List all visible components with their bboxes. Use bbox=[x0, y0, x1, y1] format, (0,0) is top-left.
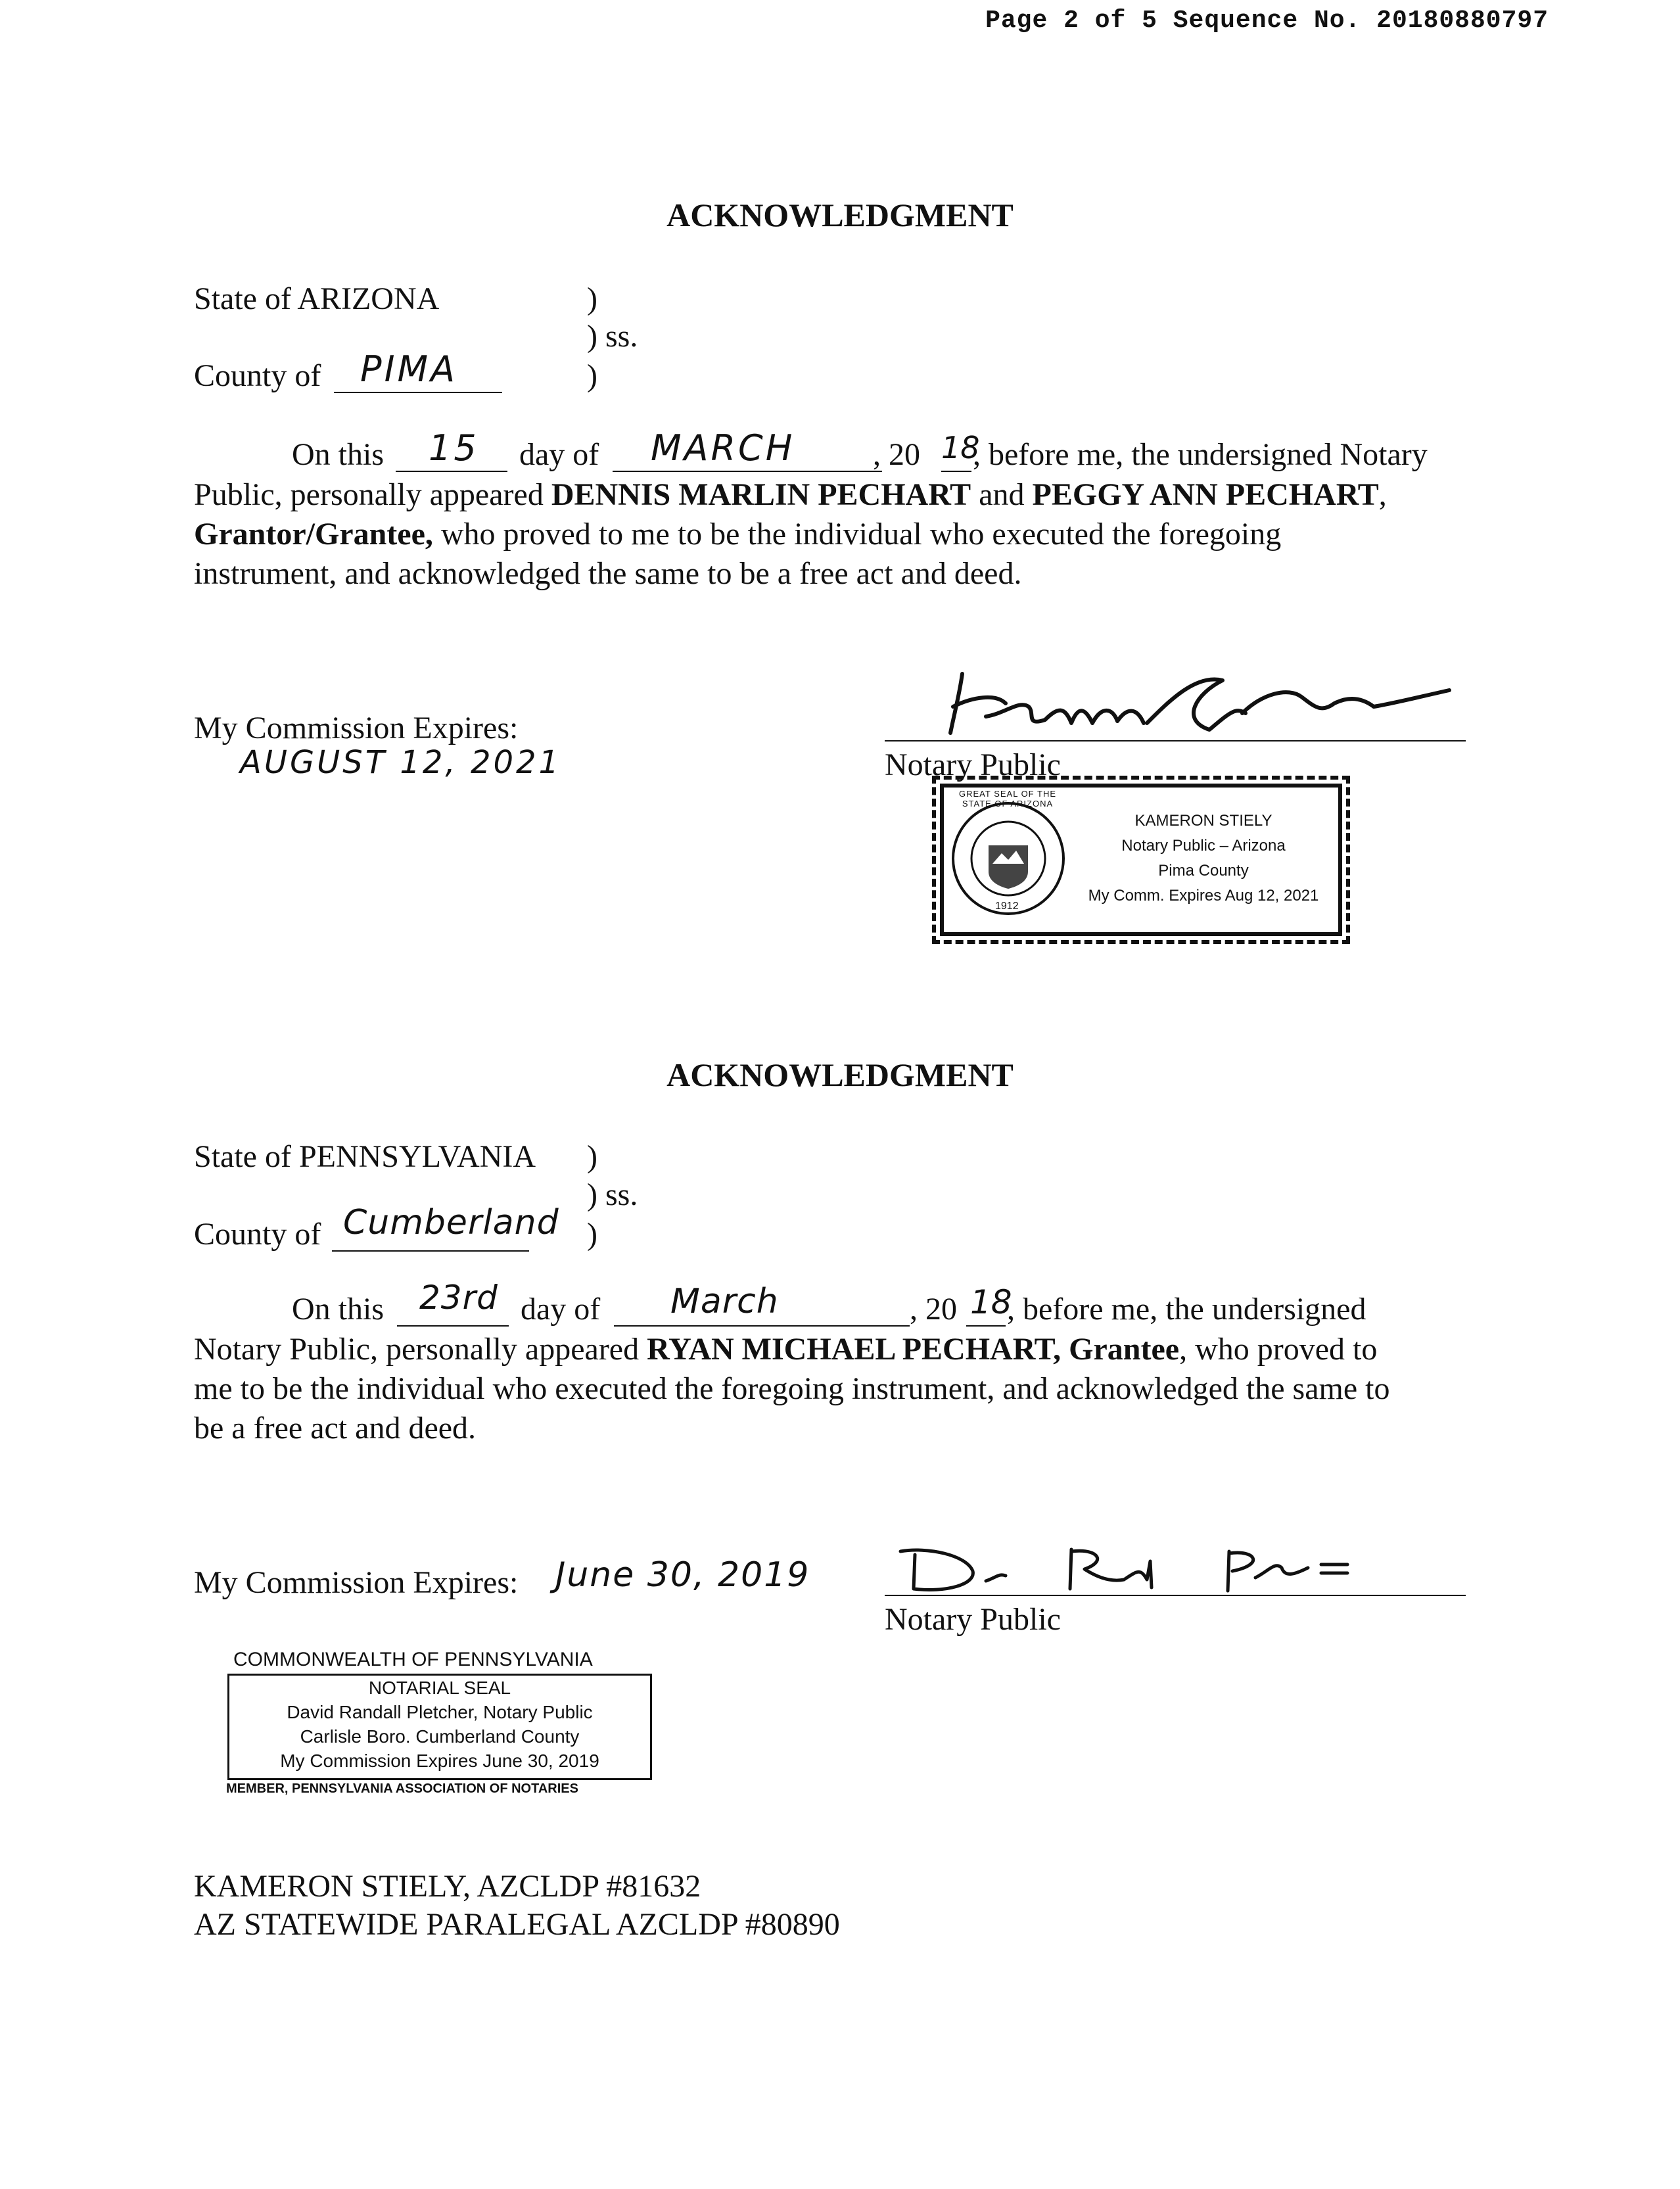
ack2-state: State of PENNSYLVANIA bbox=[194, 1139, 536, 1174]
ack2-county-label: County of bbox=[194, 1217, 321, 1252]
ack2-year-prefix: , 20 bbox=[910, 1292, 957, 1327]
pa-stamp-name: David Randall Pletcher, Notary Public bbox=[287, 1702, 593, 1722]
ack1-on-this: On this bbox=[292, 437, 385, 472]
ack1-line2-c: and bbox=[971, 477, 1033, 512]
arizona-stamp-title: Notary Public – Arizona bbox=[1121, 837, 1286, 855]
arizona-stamp-expiry: My Comm. Expires Aug 12, 2021 bbox=[1088, 887, 1319, 905]
ack1-county-value: PIMA bbox=[360, 348, 458, 390]
arizona-state-seal bbox=[949, 799, 1067, 918]
pa-stamp-county: Carlisle Boro. Cumberland County bbox=[300, 1726, 580, 1747]
ack2-month-value: March bbox=[670, 1282, 779, 1321]
ack2-paren1: ) bbox=[587, 1139, 597, 1174]
ack1-state: State of ARIZONA bbox=[194, 281, 440, 316]
ack2-signature-line bbox=[885, 1595, 1466, 1596]
ack2-line4: be a free act and deed. bbox=[194, 1411, 477, 1446]
ack1-day-line bbox=[396, 471, 507, 472]
ack2-county-line bbox=[332, 1250, 529, 1252]
ack1-line2-e: , bbox=[1378, 477, 1387, 512]
ack1-title: ACKNOWLEDGMENT bbox=[666, 197, 1014, 233]
ack1-year-value: 18 bbox=[941, 430, 980, 465]
ack2-grantee-name: RYAN MICHAEL PECHART, Grantee bbox=[647, 1332, 1180, 1367]
pa-stamp-header: COMMONWEALTH OF PENNSYLVANIA bbox=[233, 1649, 593, 1670]
ack2-on-this: On this bbox=[292, 1292, 385, 1327]
ack2-month-line bbox=[614, 1325, 910, 1327]
ack1-grantor-names: DENNIS MARLIN PECHART bbox=[551, 477, 971, 512]
arizona-seal-ring-text: GREAT SEAL OF THE STATE OF ARIZONA bbox=[959, 789, 1056, 809]
ack1-day-of: day of bbox=[519, 437, 599, 472]
ack2-line1-rest: , before me, the undersigned bbox=[1007, 1292, 1366, 1327]
ack2-year-value: 18 bbox=[970, 1283, 1012, 1321]
footer-paralegal: AZ STATEWIDE PARALEGAL AZCLDP #80890 bbox=[194, 1907, 840, 1942]
ack2-paren2: ) bbox=[587, 1217, 597, 1252]
ack1-line1-rest: , before me, the undersigned Notary bbox=[973, 437, 1428, 472]
ack1-notary-label: Notary Public bbox=[885, 747, 1061, 782]
ack2-day-of: day of bbox=[521, 1292, 601, 1327]
ack1-day-value: 15 bbox=[429, 427, 479, 469]
ack1-line4: instrument, and acknowledged the same to be a free act and deed. bbox=[194, 556, 1022, 591]
pa-stamp-expiry: My Commission Expires June 30, 2019 bbox=[280, 1751, 599, 1771]
ack1-role: Grantor/Grantee, bbox=[194, 517, 433, 552]
pa-stamp-title: NOTARIAL SEAL bbox=[368, 1678, 511, 1698]
ack2-day-value: 23rd bbox=[419, 1279, 498, 1317]
ack2-notary-label: Notary Public bbox=[885, 1602, 1061, 1637]
ack2-county-value: Cumberland bbox=[343, 1203, 559, 1242]
ack1-year-prefix: , 20 bbox=[873, 437, 920, 472]
ack1-commission-value: AUGUST 12, 2021 bbox=[240, 744, 562, 781]
ack1-county-label: County of bbox=[194, 358, 321, 393]
ack1-year-line bbox=[941, 471, 971, 472]
ack1-line2-a: Public, personally appeared bbox=[194, 477, 551, 512]
ack1-ss: ) ss. bbox=[587, 319, 638, 354]
ack2-year-line bbox=[966, 1325, 1006, 1327]
ack1-signature-line bbox=[885, 740, 1466, 741]
ack1-line3-b: who proved to me to be the individual who executed the foregoing bbox=[432, 517, 1282, 552]
ack1-paren1: ) bbox=[587, 281, 597, 316]
arizona-stamp-text bbox=[1075, 809, 1332, 908]
ack2-notary-signature bbox=[887, 1542, 1400, 1601]
ack2-commission-value: June 30, 2019 bbox=[555, 1555, 810, 1595]
ack1-month-line bbox=[613, 471, 882, 472]
arizona-stamp-name: KAMERON STIELY bbox=[1134, 812, 1272, 830]
pa-stamp-member: MEMBER, PENNSYLVANIA ASSOCIATION OF NOTARIES bbox=[226, 1781, 578, 1796]
arizona-notary-stamp bbox=[940, 784, 1342, 936]
pennsylvania-notary-stamp bbox=[227, 1674, 652, 1780]
ack2-line2-a: Notary Public, personally appeared bbox=[194, 1332, 647, 1367]
ack2-ss: ) ss. bbox=[587, 1177, 638, 1212]
page-sequence-header: Page 2 of 5 Sequence No. 20180880797 bbox=[985, 7, 1549, 35]
arizona-seal-year: 1912 bbox=[995, 901, 1019, 912]
ack1-line3 bbox=[194, 514, 1281, 555]
ack1-line2 bbox=[194, 475, 1387, 515]
ack2-line2-c: , who proved to bbox=[1179, 1332, 1378, 1367]
ack2-day-line bbox=[397, 1325, 509, 1327]
ack1-notary-signature bbox=[920, 667, 1459, 746]
ack1-county-line bbox=[334, 392, 502, 393]
ack2-title: ACKNOWLEDGMENT bbox=[666, 1056, 1014, 1093]
ack1-grantor-names-2: PEGGY ANN PECHART bbox=[1032, 477, 1379, 512]
ack1-commission-label: My Commission Expires: bbox=[194, 711, 519, 745]
ack1-paren2: ) bbox=[587, 358, 597, 393]
footer-preparer: KAMERON STIELY, AZCLDP #81632 bbox=[194, 1869, 701, 1904]
ack1-month-value: MARCH bbox=[651, 427, 795, 469]
arizona-stamp-county: Pima County bbox=[1158, 862, 1249, 880]
ack2-line2 bbox=[194, 1329, 1377, 1370]
ack2-commission-label: My Commission Expires: bbox=[194, 1565, 519, 1600]
ack2-line3: me to be the individual who executed the foregoing instrument, and acknowledged the same to bbox=[194, 1371, 1390, 1406]
